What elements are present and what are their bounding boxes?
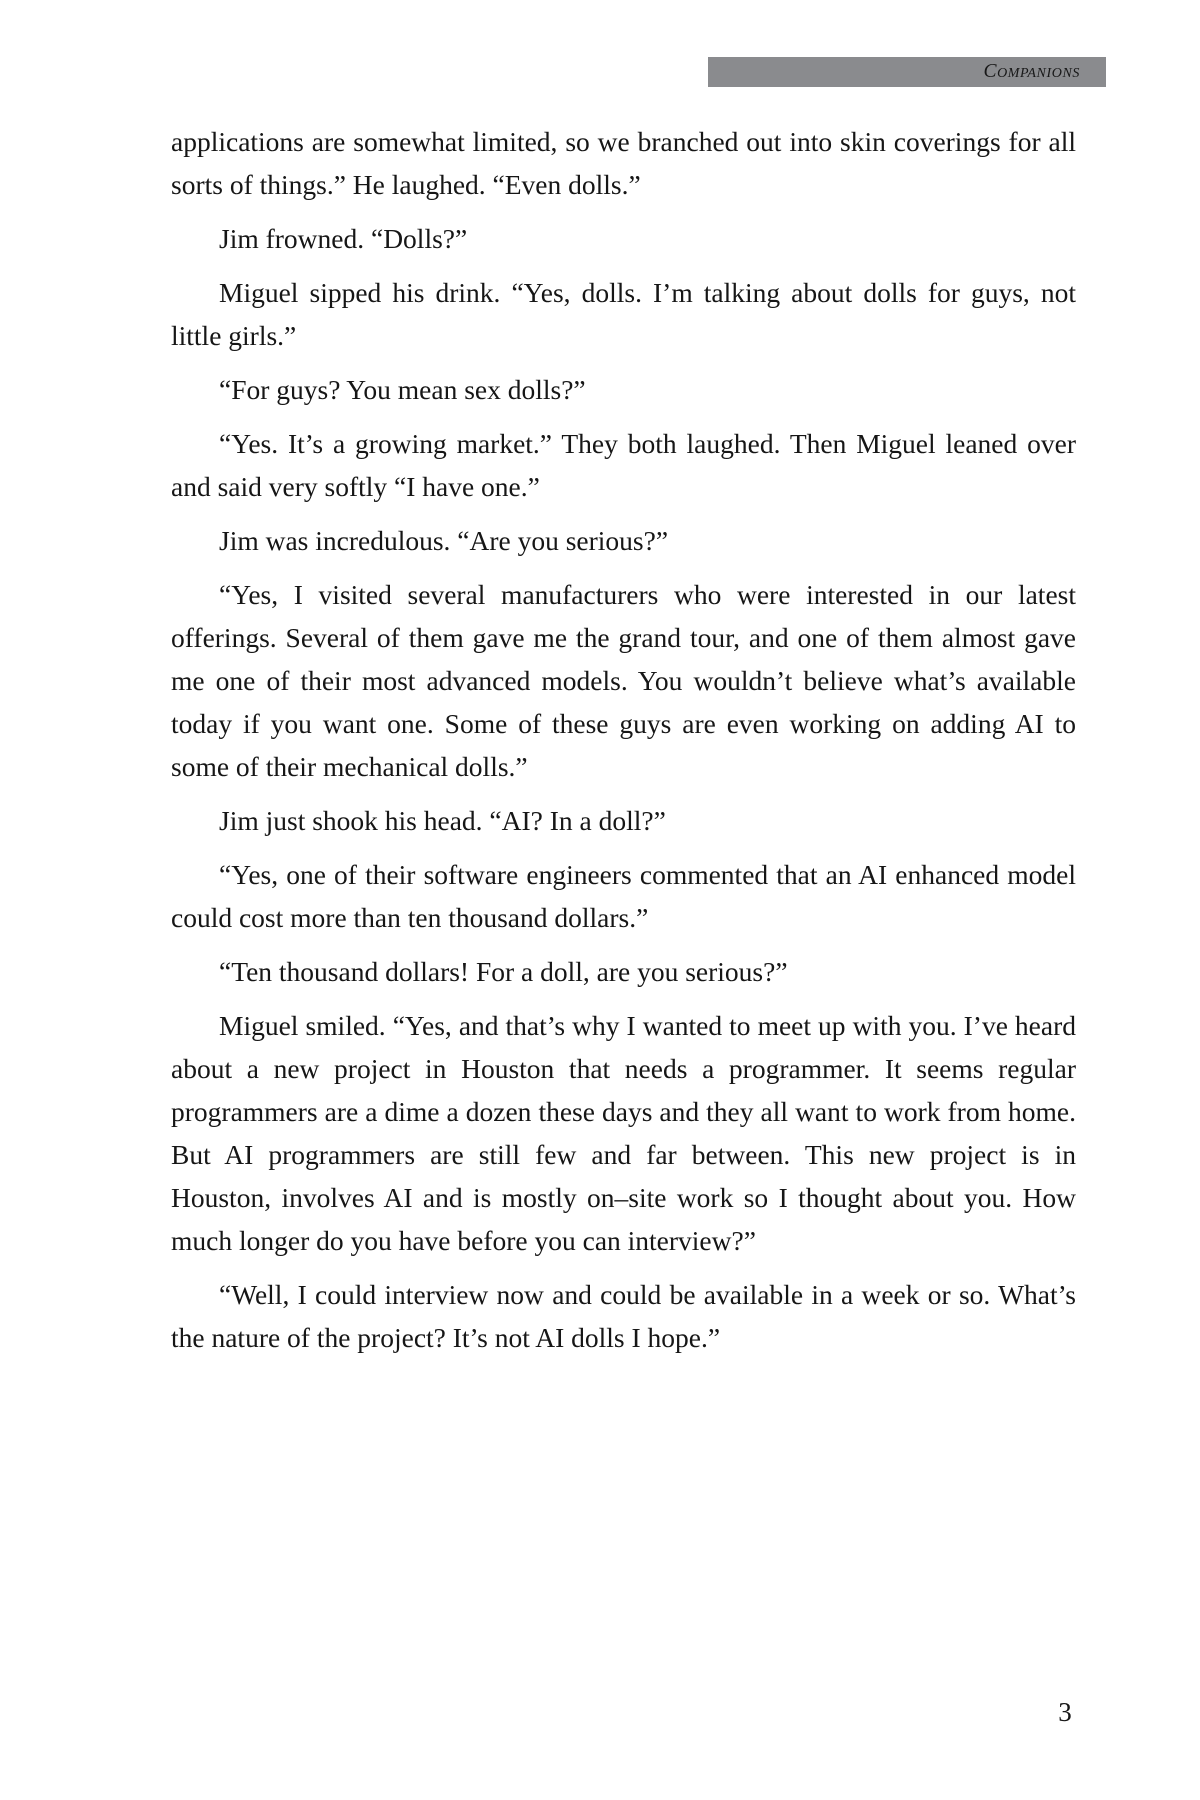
paragraph: “Yes, I visited several manufacturers who were interested in our latest offerings. Several of them gave me the grand tour, and one of them almost gave me one of their most advanced models. You wouldn’t believe what’s available today if you want one. Some of these guys are even working on adding AI to some of their mechanical dolls.” (171, 579, 1076, 782)
running-head-title: Companions (983, 61, 1080, 83)
paragraph: “Well, I could interview now and could be available in a week or so. What’s the nature of the project? It’s not AI dolls I hope.” (171, 1279, 1076, 1353)
running-head-bar (708, 57, 1106, 87)
paragraph: applications are somewhat limited, so we branched out into skin coverings for all sorts of things.” He laughed. “Even dolls.” (171, 126, 1076, 200)
paragraph: “Yes, one of their software engineers commented that an AI enhanced model could cost more than ten thousand dollars.” (171, 859, 1076, 933)
paragraph: “For guys? You mean sex dolls?” (219, 374, 586, 405)
page-number: 3 (1058, 1697, 1072, 1727)
paragraph: “Ten thousand dollars! For a doll, are you serious?” (219, 956, 788, 987)
paragraph: Miguel smiled. “Yes, and that’s why I wanted to meet up with you. I’ve heard about a new project in Houston that needs a programmer. It seems regular programmers are a dime a dozen these days and they all want to work from home. But AI programmers are still few and far between. This new project is in Houston, involves AI and is mostly on–site work so I thought about you. How much longer do you have before you can interview?” (171, 1010, 1076, 1256)
paragraph: Jim frowned. “Dolls?” (219, 223, 468, 254)
paragraph: Jim was incredulous. “Are you serious?” (219, 525, 669, 556)
paragraph: Jim just shook his head. “AI? In a doll?” (219, 805, 666, 836)
body-text-block (171, 120, 1076, 1359)
paragraph: Miguel sipped his drink. “Yes, dolls. I’m talking about dolls for guys, not little girls.” (171, 277, 1076, 351)
paragraph: “Yes. It’s a growing market.” They both laughed. Then Miguel leaned over and said very softly “I have one.” (171, 428, 1076, 502)
page-footer (0, 1697, 1200, 1728)
